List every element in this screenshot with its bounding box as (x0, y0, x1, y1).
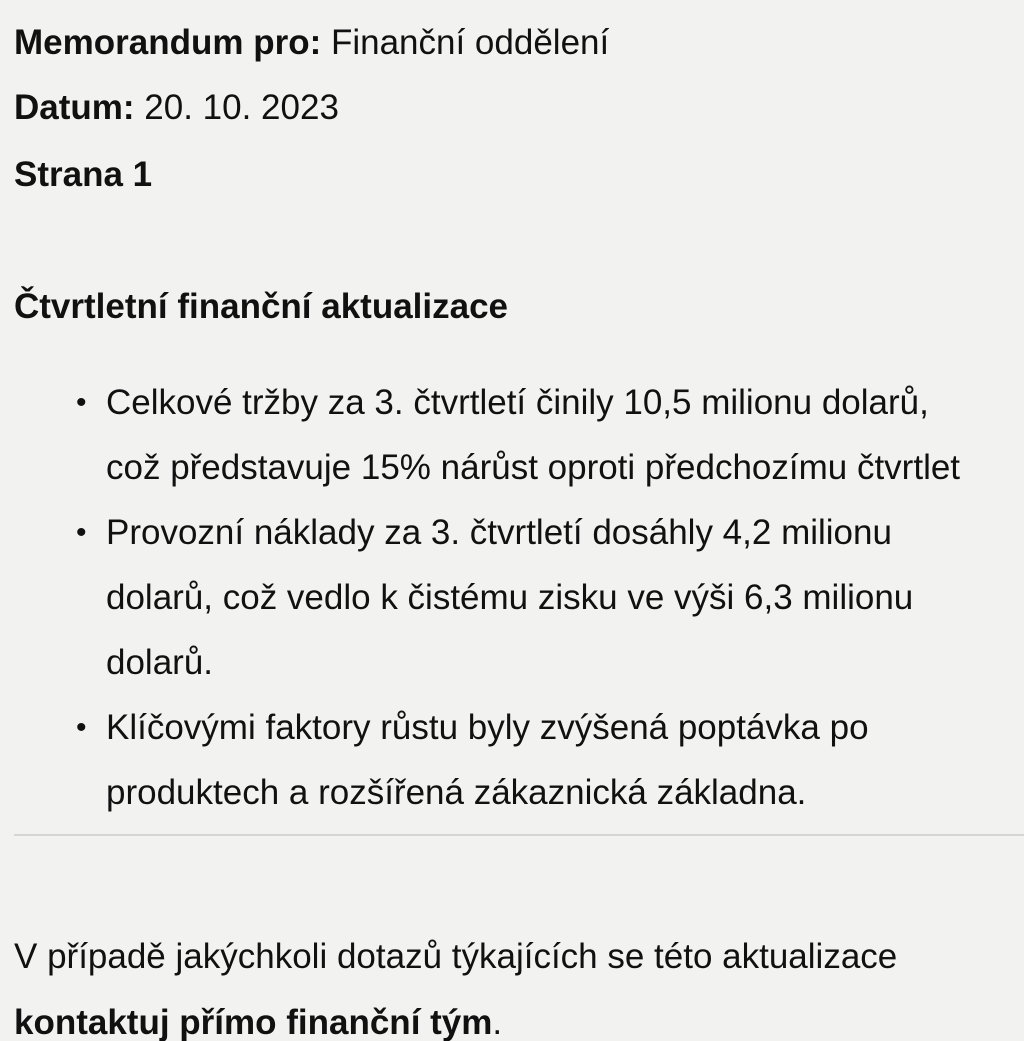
bullet-revenue: • Celkové tržby za 3. čtvrtletí činily 10,5 milionu dolarů, což představuje 15% nárůst oproti předchozímu čtvrtlet (72, 370, 1024, 500)
memo-to-label: Memorandum pro: (14, 23, 322, 62)
section-title: Čtvrtletní finanční aktualizace (14, 287, 509, 327)
memo-page-label: Strana 1 (14, 155, 153, 194)
bullet-operating-costs: • Provozní náklady za 3. čtvrtletí dosáhly 4,2 milionu dolarů, což vedlo k čistému zisku ve výši 6,3 milionu dolarů. (72, 500, 1024, 695)
section-divider (14, 834, 1024, 836)
bullet-growth-factors: • Klíčovými faktory růstu byly zvýšená poptávka po produktech a rozšířená zákaznická základna. (72, 695, 1024, 825)
financial-update-list (72, 370, 1024, 825)
memo-date-label: Datum: (14, 88, 135, 127)
memo-date-line (14, 87, 339, 129)
memo-to-line (14, 22, 609, 64)
closing-line-1: V případě jakýchkoli dotazů týkajících se této aktualizace (14, 937, 898, 976)
closing-period: . (492, 1003, 503, 1041)
memo-page-line (14, 154, 152, 196)
memo-to-value: Finanční oddělení (330, 23, 610, 62)
closing-note (14, 924, 1014, 1041)
memo-date-value: 20. 10. 2023 (144, 88, 339, 127)
closing-contact-emphasis: kontaktuj přímo finanční tým (14, 1003, 493, 1041)
